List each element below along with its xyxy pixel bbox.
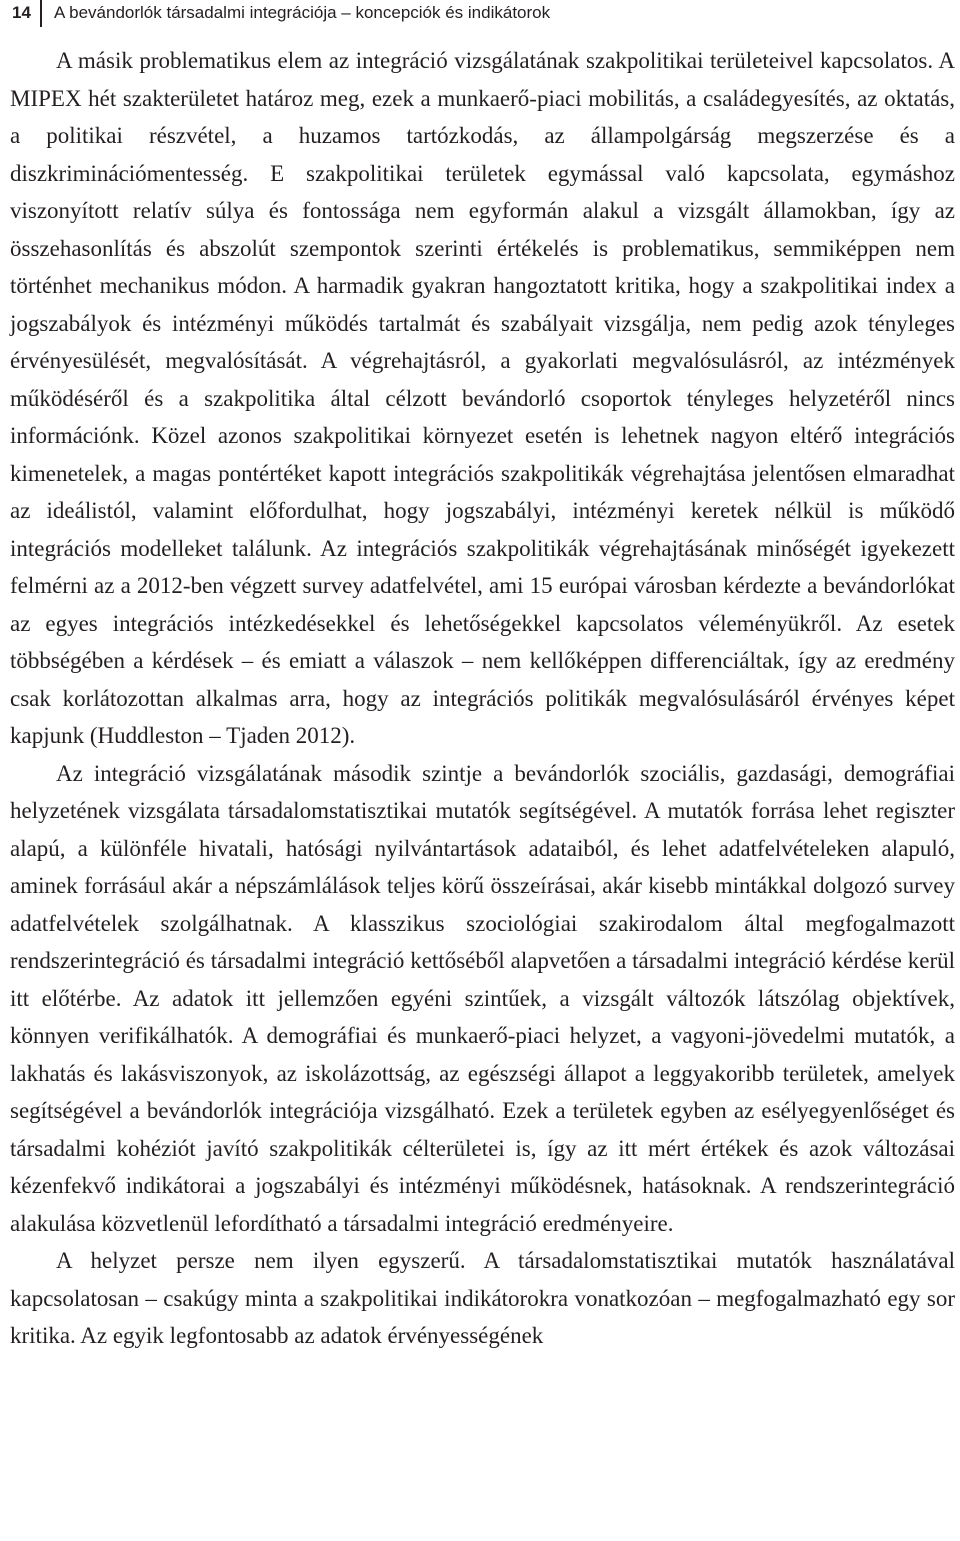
paragraph-3: A helyzet persze nem ilyen egyszerű. A társadalomstatisztikai mutatók használatával kapcsolatosan – csakúgy minta a szakpolitikai indikátorokra vonatkozóan – megfogalmazható egy sor kritika. Az egyik legfontosabb az adatok érvényességének: [10, 1248, 955, 1348]
running-title: A bevándorlók társadalmi integrációja – koncepciók és indikátorok: [54, 3, 551, 22]
running-header: [0, 0, 960, 30]
paragraph-2: Az integráció vizsgálatának második szintje a bevándorlók szociális, gazdasági, demográfiai helyzetének vizsgálata társadalomstatisztikai mutatók segítségével. A mutatók forrása lehet regiszter alapú, a különféle hivatali, hatósági nyilvántartások adataiból, és lehet adatfelvételeken alapuló, aminek forrásául akár a népszámlálások teljes körű összeírásai, akár kisebb mintákkal dolgozó survey adatfelvételek szolgálhatnak. A klasszikus szociológiai szakirodalom által megfogalmazott rendszerintegráció és társadalmi integráció kettőséből alapvetően a társadalmi integráció kérdése kerül itt előtérbe. Az adatok itt jellemzően egyéni szintűek, a vizsgált változók látszólag objektívek, könnyen verifikálhatók. A demográfiai és munkaerő-piaci helyzet, a vagyoni-jövedelmi mutatók, a lakhatás és lakásviszonyok, az iskolázottság, az egészségi állapot a leggyakoribb területek, amelyek segítségével a bevándorlók integrációja vizsgálható. Ezek a területek egyben az esélyegyenlőséget és társadalmi kohéziót javító szakpolitikák célterületei is, így az itt mért értékek és azok változásai kézenfekvő indikátorai a jogszabályi és intézményi működésnek, hatásoknak. A rendszerintegráció alakulása közvetlenül lefordítható a társadalmi integráció eredményeire.: [10, 760, 955, 1236]
page-number: 14: [12, 3, 31, 22]
header-divider: [40, 0, 42, 27]
paragraph-1: A másik problematikus elem az integráció vizsgálatának szakpolitikai területeivel kapcsolatos. A MIPEX hét szakterületet határoz meg, ezek a munkaerő-piaci mobilitás, a családegyesítés, az oktatás, a politikai részvétel, a huzamos tartózkodás, az állampolgárság megszerzése és a diszkriminációmentesség. E szakpolitikai területek egymással való kapcsolata, egymáshoz viszonyított relatív súlya és fontossága nem egyformán alakul a vizsgált államokban, így az összehasonlítás és abszolút szempontok szerinti értékelés is problematikus, semmiképpen nem történhet mechanikus módon. A harmadik gyakran hangoztatott kritika, hogy a szakpolitikai index a jogszabályok és intézményi működés tartalmát és szabályait vizsgálja, nem pedig azok tényleges érvényesülését, megvalósítását. A végrehajtásról, a gyakorlati megvalósulásról, az intézmények működéséről és a szakpolitika által célzott bevándorló csoportok tényleges helyzetéről nincs információnk. Közel azonos szakpolitikai környezet esetén is lehetnek nagyon eltérő integrációs kimenetelek, a magas pontértéket kapott integrációs szakpolitikák végrehajtása jelentősen elmaradhat az ideálistól, valamint előfordulhat, hogy jogszabályi, intézményi keretek nélkül is működő integrációs modelleket találunk. Az integrációs szakpolitikák végrehajtásának minőségét igyekezett felmérni az a 2012-ben végzett survey adatfelvétel, ami 15 európai városban kérdezte a bevándorlókat az egyes integrációs intézkedésekkel és lehetőségekkel kapcsolatos véleményükről. Az esetek többségében a kérdések – és emiatt a válaszok – nem kellőképpen differenciáltak, így az eredmény csak korlátozottan alkalmas arra, hogy az integrációs politikák megvalósulásáról érvényes képet kapjunk (Huddleston – Tjaden 2012).: [10, 48, 955, 748]
body-text: [10, 42, 955, 1355]
